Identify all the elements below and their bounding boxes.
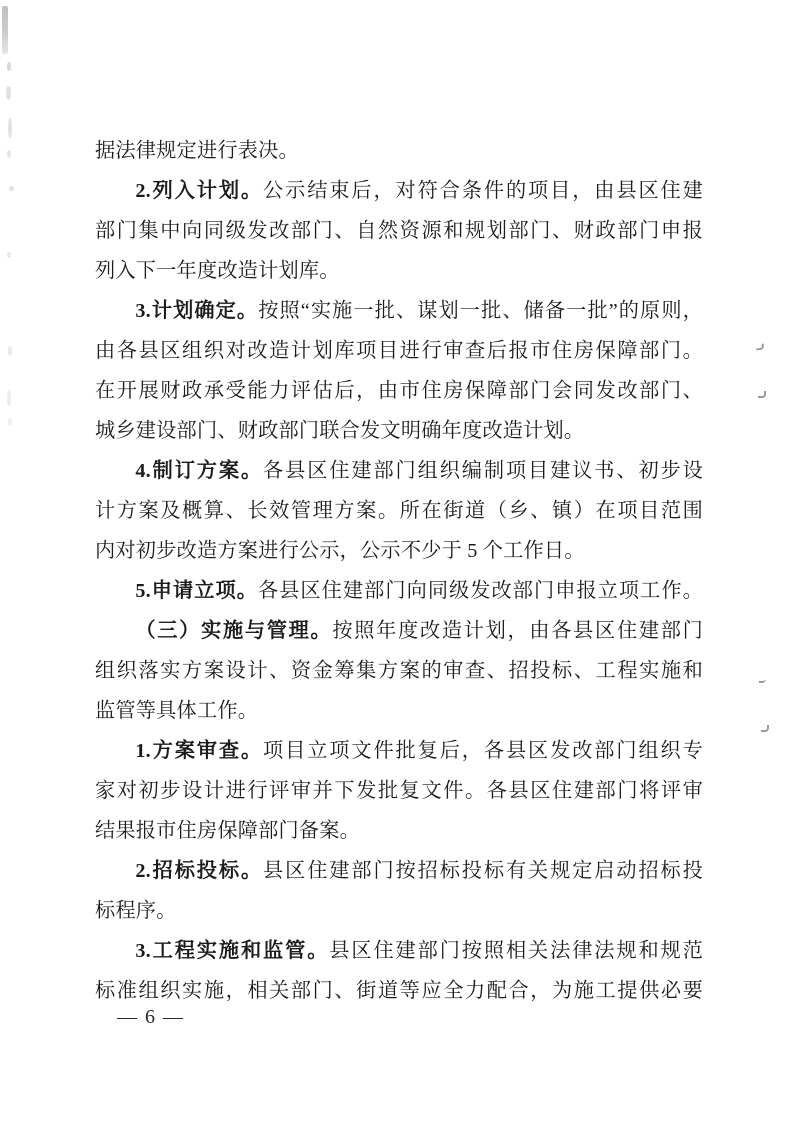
paragraph-text: 据法律规定进行表决。 [95, 140, 299, 162]
text-line [95, 811, 703, 851]
scan-artifact [758, 391, 766, 398]
text-line [95, 171, 703, 211]
text-line [95, 571, 703, 611]
document-body [95, 131, 703, 1011]
text-line [95, 931, 703, 971]
paragraph-lead: （三）实施与管理。 [135, 620, 333, 642]
paragraph-text: 结果报市住房保障部门备案。 [95, 820, 361, 842]
scan-artifact [756, 343, 765, 350]
text-line [95, 891, 703, 931]
scan-artifact [7, 390, 11, 406]
scan-artifact [7, 62, 11, 71]
paragraph-text: 城乡建设部门、财政部门联合发文明确年度改造计划。 [95, 420, 585, 442]
paragraph-text: 组织落实方案设计、资金筹集方案的审查、招投标、工程实施和 [95, 660, 703, 682]
paragraph-lead: 2.列入计划。 [135, 180, 264, 202]
text-line [95, 651, 703, 691]
text-line [95, 971, 703, 1011]
scan-artifact [759, 678, 766, 683]
paragraph-text: 计方案及概算、长效管理方案。所在街道（乡、镇）在项目范围 [95, 500, 703, 522]
paragraph-text: 家对初步设计进行评审并下发批复文件。各县区住建部门将评审 [95, 780, 703, 802]
page-number: — 6 — [117, 1006, 185, 1028]
text-line [95, 611, 703, 651]
scan-artifact [9, 186, 14, 191]
text-line [95, 251, 703, 291]
paragraph-lead: 4.制订方案。 [135, 460, 264, 482]
text-line [95, 691, 703, 731]
paragraph-lead: 1.方案审查。 [135, 740, 264, 762]
scan-artifact [7, 252, 11, 258]
paragraph-text: 监管等具体工作。 [95, 700, 259, 722]
text-line [95, 851, 703, 891]
paragraph-text: 标准组织实施，相关部门、街道等应全力配合，为施工提供必要 [95, 980, 703, 1002]
paragraph-text: 在开展财政承受能力评估后，由市住房保障部门会同发改部门、 [95, 380, 703, 402]
text-line [95, 731, 703, 771]
paragraph-text: 公示结束后，对符合条件的项目，由县区住建 [263, 180, 703, 202]
scan-artifact [8, 346, 12, 356]
paragraph-text: 县区住建部门按照相关法律法规和规范 [329, 940, 703, 962]
paragraph-text: 列入下一年度改造计划库。 [95, 260, 340, 282]
paragraph-text: 项目立项文件批复后，各县区发改部门组织专 [263, 740, 703, 762]
text-line [95, 531, 703, 571]
scan-artifact [6, 86, 11, 100]
scan-artifact [8, 418, 12, 426]
paragraph-text: 标程序。 [95, 900, 177, 922]
scan-artifact [8, 118, 12, 138]
paragraph-text: 部门集中向同级发改部门、自然资源和规划部门、财政部门申报 [95, 220, 703, 242]
paragraph-text: 县区住建部门按招标投标有关规定启动招标投 [263, 860, 703, 882]
text-line [95, 211, 703, 251]
paragraph-text: 各县区住建部门向同级发改部门申报立项工作。 [257, 580, 704, 602]
paragraph-text: 按照年度改造计划，由各县区住建部门 [332, 620, 703, 642]
text-line [95, 291, 703, 331]
paragraph-text: 内对初步改造方案进行公示，公示不少于 5 个工作日。 [95, 540, 585, 562]
paragraph-text: 由各县区组织对改造计划库项目进行审查后报市住房保障部门。 [95, 340, 703, 362]
paragraph-lead: 3.工程实施和监管。 [135, 940, 330, 962]
text-line [95, 371, 703, 411]
text-line [95, 411, 703, 451]
paragraph-lead: 5.申请立项。 [135, 580, 258, 602]
text-line [95, 451, 703, 491]
scan-artifact [2, 6, 8, 54]
paragraph-lead: 3.计划确定。 [135, 300, 259, 322]
paragraph-lead: 2.招标投标。 [135, 860, 264, 882]
scan-artifact [7, 150, 11, 158]
paragraph-text: 按照“实施一批、谋划一批、储备一批”的原则， [258, 300, 703, 322]
text-line [95, 491, 703, 531]
scan-artifact [761, 725, 769, 732]
paragraph-text: 各县区住建部门组织编制项目建议书、初步设 [263, 460, 703, 482]
text-line [95, 331, 703, 371]
text-line [95, 131, 703, 171]
text-line [95, 771, 703, 811]
